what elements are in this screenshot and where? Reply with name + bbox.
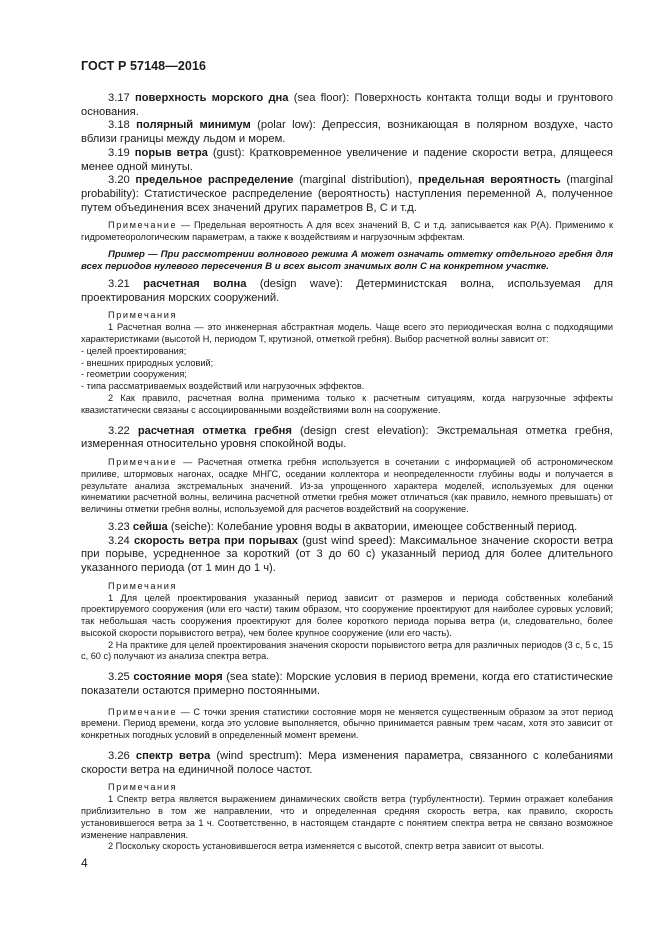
term-name-alt: предельная вероятность	[417, 174, 561, 187]
term-definition: (sea floor): Поверхность контакта толщи воды и грунтового основания.	[81, 92, 614, 118]
notes-label: Примечания	[108, 580, 178, 591]
page-header: ГОСТ Р 57148—2016	[81, 59, 207, 73]
term-3-20	[81, 174, 613, 215]
note-item-1: 1 Для целей проектирования указанный период зависит от размеров и периода собственных колебаний проектируемого сооружения (или его части) таким образом, что сооружение проектируют для наиболее суровых условий; так небольшая часть сооружения проектируют для более короткого периода порыва ветра (и, следовательно, более высокой скорости порывистого ветра), чем более крупное сооружение (или его часть).	[81, 592, 613, 638]
term-definition: (gust wind speed): Максимальное значение скорости ветра при порыве, усредненное за короткий (от 3 до 60 с) указанный период для более длительного указанного периода (от 1 мин до 1 ч).	[81, 534, 614, 574]
note-label: Примечание	[108, 456, 178, 467]
note-item-1: 1 Спектр ветра является выражением динамических свойств ветра (турбулентности). Термин отражает колебания приблизительно в том же направлении, что и определенная средняя скорость ветра, как правило, скорость установившегося ветра за 1 ч. Соответственно, в настоящем стандарте с понятием спектра ветра не связано возможное изменение направления.	[81, 794, 613, 840]
note-text: — Расчетная отметка гребня используется в сочетании с информацией об астрономическом приливе, штормовых нагонах, осадке МНГС, оседании коллектора и неопределенности глубины воды и получается в результате анализа экстремальных значений. Из-за упрощенного характера моделей, используемых для оценки кинематики расчетной волны, величина расчетной отметки гребня может отличаться (как правило, немного превышать) от величины отметки гребня волны, используемой для расчетов воздействий на сооружение.	[81, 456, 613, 515]
note-bullet: - внешних природных условий;	[81, 357, 214, 368]
note-item-2: 2 Как правило, расчетная волна применима только к расчетным ситуациям, когда нагрузочные эффекты квазистатически связаны с ассоциированными воздействиями волн на сооружение.	[81, 392, 613, 415]
note-bullet: - геометрии сооружения;	[81, 369, 187, 380]
term-name: спектр ветра	[135, 750, 211, 763]
term-definition: (seiche): Колебание уровня воды в акватории, имеющее собственный период.	[167, 520, 578, 533]
term-number: 3.20	[108, 174, 130, 187]
term-number: 3.19	[108, 146, 130, 159]
term-definition: (marginal probability): Статистическое распределение (вероятность) наступления переменной A, полученное путем объединения всех значений других параметров B, C и т.д.	[81, 174, 613, 214]
note-bullet: - целей проектирования;	[81, 345, 187, 356]
notes-label: Примечания	[108, 310, 178, 321]
term-name: состояние моря	[133, 671, 223, 684]
term-3-17	[81, 92, 613, 119]
note-text: — С точки зрения статистики состояние моря не меняется существенным образом за этот период времени. Период времени, когда это условие выполняется, обычно принимается равным трем часам, хотя это зависит от конкретных погодных условий в определенный момент времени.	[81, 706, 613, 741]
term-name: скорость ветра при порывах	[133, 534, 298, 547]
note-bullet: - типа рассматриваемых воздействий или нагрузочных эффектов.	[81, 381, 365, 392]
term-3-23	[81, 521, 613, 535]
term-number: 3.26	[108, 750, 130, 763]
term-number: 3.18	[108, 119, 130, 132]
term-number: 3.23	[108, 520, 130, 533]
term-name: сейша	[132, 520, 168, 533]
term-definition: (design wave): Детерминистская волна, используемая для проектирования морских сооружений.	[81, 277, 614, 304]
term-note	[81, 707, 613, 742]
term-number: 3.22	[108, 424, 130, 437]
term-3-19	[81, 147, 613, 174]
term-3-26	[81, 750, 613, 777]
term-3-21	[81, 278, 613, 305]
page-content	[81, 92, 613, 853]
note-label: Примечание	[108, 706, 178, 717]
term-name: поверхность морского дна	[134, 92, 289, 104]
note-label: Примечание	[108, 220, 178, 231]
term-name: расчетная отметка гребня	[137, 424, 292, 437]
notes-label: Примечания	[108, 782, 178, 793]
term-definition: (polar low): Депрессия, возникающая в полярном воздухе, часто вблизи границы между льдом и морем.	[81, 119, 613, 146]
term-definition: (gust): Кратковременное увеличение и падение скорости ветра, длящееся менее одной минуты.	[81, 146, 613, 173]
term-number: 3.21	[108, 277, 130, 290]
term-note	[81, 457, 613, 516]
term-name: расчетная волна	[143, 277, 247, 290]
term-name: полярный минимум	[136, 119, 251, 132]
term-example: Пример — При рассмотрении волнового режима A может означать отметку отдельного гребня для всех периодов нулевого пересечения B и всех высот значимых волн C на конкретном участке.	[81, 248, 613, 272]
term-name: порыв ветра	[134, 146, 208, 159]
term-3-22	[81, 425, 613, 452]
term-definition: (wind spectrum): Мера изменения параметра, связанного с колебаниями скорости ветра на единичной полосе частот.	[81, 750, 614, 776]
term-3-18	[81, 119, 613, 146]
note-item-2: 2 На практике для целей проектирования значения скорости порывистого ветра для различных периодов (3 с, 5 с, 15 с, 60 с) получают из анализа спектра ветра.	[81, 639, 613, 662]
note-text: — Предельная вероятность A для всех значений B, C и т.д. записывается как P(A). Применимо к гидрометеорологическим параметрам, а также к воздействиям и нагрузочным эффектам.	[81, 220, 613, 243]
term-note	[81, 220, 613, 244]
term-3-25	[81, 671, 613, 698]
term-number: 3.24	[108, 534, 130, 547]
note-item-1: 1 Расчетная волна — это инженерная абстрактная модель. Чаще всего это периодическая волна с подходящими характеристиками (высотой H, периодом T, крутизной, отметкой гребня). Выбор расчетной волны зависит от:	[81, 322, 613, 344]
term-definition: (sea state): Морские условия в период времени, когда его статистические показатели остаются примерно постоянными.	[81, 671, 613, 697]
term-3-24	[81, 535, 613, 576]
page-number: 4	[81, 856, 88, 870]
term-number: 3.17	[108, 92, 130, 104]
term-english: (marginal distribution),	[293, 174, 418, 187]
term-definition: (design crest elevation): Экстремальная отметка гребня, измеренная относительно уровня спокойной воды.	[81, 424, 614, 451]
term-name: предельное распределение	[135, 174, 294, 187]
note-item-2: 2 Поскольку скорость установившегося ветра изменяется с высотой, спектр ветра зависит от высоты.	[108, 841, 545, 852]
term-number: 3.25	[108, 671, 130, 684]
